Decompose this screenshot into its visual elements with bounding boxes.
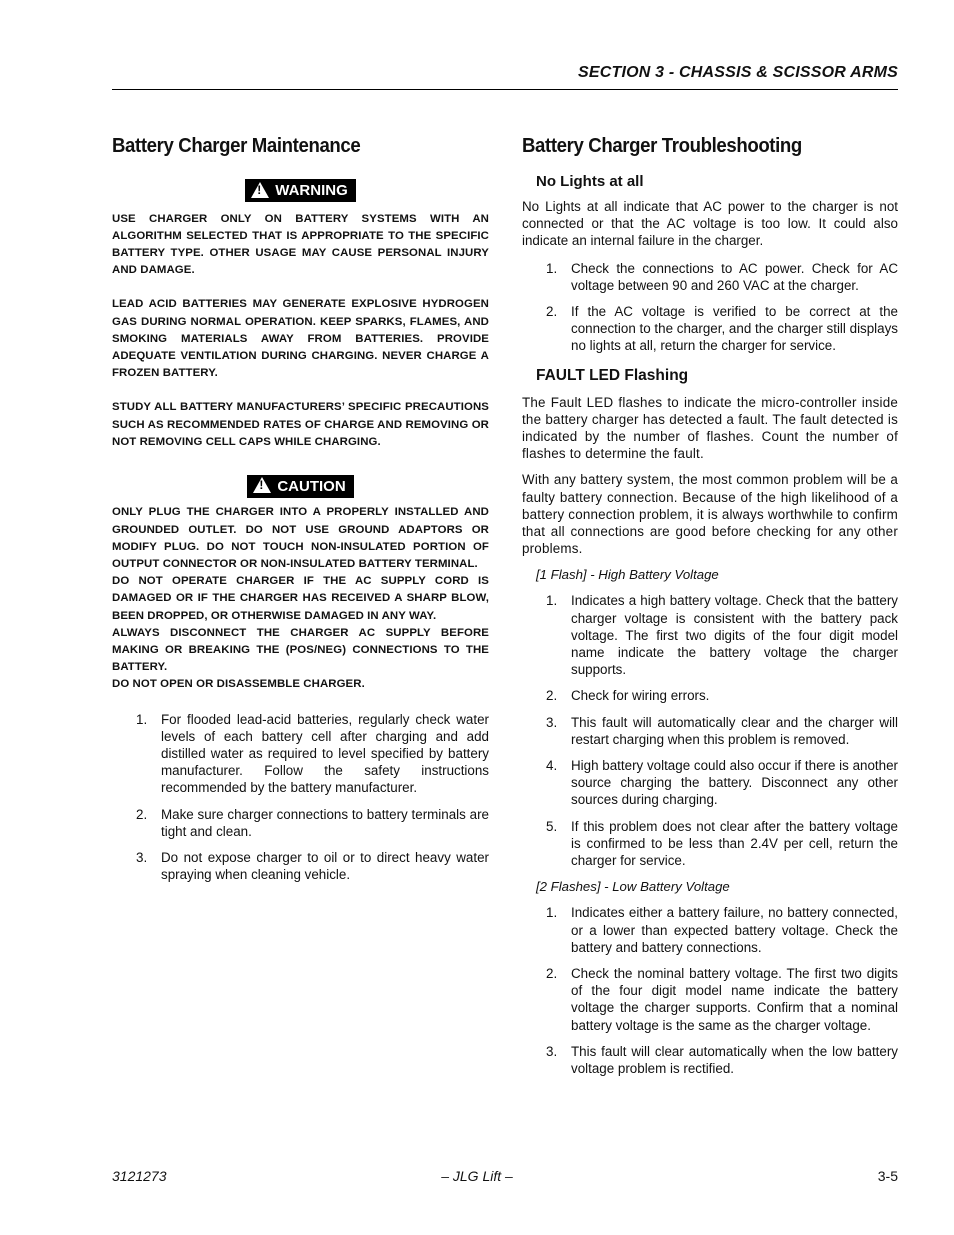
list-item: 1. For flooded lead-acid batteries, regularly check water levels of each battery cell after charging and add distilled water as required to level specified by battery manufacturer. Follow the safety instructions recommended by the battery manufacturer. xyxy=(136,711,489,796)
caution-text-2: DO NOT OPERATE CHARGER IF THE AC SUPPLY CORD IS DAMAGED OR IF THE CHARGER HAS RECEIVED A SHARP BLOW, BEEN DROPPED, OR OTHERWISE DAMAGED IN ANY WAY. xyxy=(112,575,489,622)
flash1-steps xyxy=(522,592,898,869)
no-lights-steps xyxy=(522,260,898,355)
flash2-label: [2 Flashes] - Low Battery Voltage xyxy=(536,879,730,895)
warning-text-3: STUDY ALL BATTERY MANUFACTURERS’ SPECIFIC PRECAUTIONS SUCH AS RECOMMENDED RATES OF CHARGE AND REMOVING OR NOT REMOVING CELL CAPS WHILE CHARGING. xyxy=(112,401,489,448)
list-item: 2. Check for wiring errors. xyxy=(546,688,710,704)
flash2-steps xyxy=(522,904,898,1077)
maintenance-title: Battery Charger Maintenance xyxy=(112,135,361,157)
list-item: 4. High battery voltage could also occur if there is another source charging the battery. Disconnect any other sources during charging. xyxy=(546,758,898,808)
troubleshooting-title: Battery Charger Troubleshooting xyxy=(522,135,802,157)
warning-badge xyxy=(245,179,356,202)
warning-text-1: USE CHARGER ONLY ON BATTERY SYSTEMS WITH AN ALGORITHM SELECTED THAT IS APPROPRIATE TO THE SPECIFIC BATTERY TYPE. OTHER USAGE MAY CAUSE PERSONAL INJURY AND DAMAGE. xyxy=(112,212,489,277)
list-item: 2. Make sure charger connections to battery terminals are tight and clean. xyxy=(136,806,489,839)
list-item: 3. This fault will clear automatically when the low battery voltage problem is rectified. xyxy=(546,1043,898,1076)
caution-text-1: ONLY PLUG THE CHARGER INTO A PROPERLY INSTALLED AND GROUNDED OUTLET. DO NOT USE GROUND ADAPTORS OR MODIFY PLUG. DO NOT TOUCH NON-INSULATED PORTION OF OUTPUT CONNECTOR OR NON-INSULATED BATTERY TERMINAL. xyxy=(112,506,489,571)
no-lights-heading: No Lights at all xyxy=(536,173,644,190)
caution-badge xyxy=(247,475,353,498)
flash1-label: [1 Flash] - High Battery Voltage xyxy=(536,567,719,583)
left-column xyxy=(112,131,489,884)
header-divider xyxy=(112,89,898,90)
warning-banner xyxy=(112,179,489,204)
page-number: 3-5 xyxy=(877,1168,898,1184)
caution-text-4: DO NOT OPEN OR DISASSEMBLE CHARGER. xyxy=(112,678,365,691)
section-header: SECTION 3 - CHASSIS & SCISSOR ARMS xyxy=(577,64,898,81)
list-item: 2. If the AC voltage is verified to be correct at the connection to the charger, and the charger still displays no lights at all, return the charger for service. xyxy=(546,304,898,354)
fault-led-heading: FAULT LED Flashing xyxy=(536,366,689,384)
no-lights-intro: No Lights at all indicate that AC power to the charger is not connected or that the AC voltage is too low. It could also indicate an internal failure in the charger. xyxy=(522,199,898,249)
warning-label: WARNING xyxy=(275,182,348,199)
list-item: 1. Indicates a high battery voltage. Check that the battery charger voltage is consistent with the battery pack voltage. The first two digits of the four digit model name indicate the battery voltage the charger supports. xyxy=(546,593,898,678)
list-item: 5. If this problem does not clear after the battery voltage is confirmed to be less than 2.4V per cell, return the charger for service. xyxy=(546,818,898,869)
list-item: 3. Do not expose charger to oil or to direct heavy water spraying when cleaning vehicle. xyxy=(136,850,489,883)
list-item: 2. Check the nominal battery voltage. The first two digits of the four digit model name indicate the battery voltage the charger supports. Confirm that a nominal battery voltage is the same as the charger voltage. xyxy=(546,965,898,1033)
list-item: 1. Check the connections to AC power. Check for AC voltage between 90 and 260 VAC at the charger. xyxy=(546,260,898,293)
caution-text-3: ALWAYS DISCONNECT THE CHARGER AC SUPPLY BEFORE MAKING OR BREAKING THE (POS/NEG) CONNECTIONS TO THE BATTERY. xyxy=(112,626,489,674)
doc-number: 3121273 xyxy=(112,1168,167,1184)
caution-triangle-icon xyxy=(253,477,271,493)
warning-text-2: LEAD ACID BATTERIES MAY GENERATE EXPLOSIVE HYDROGEN GAS DURING NORMAL OPERATION. KEEP SPARKS, FLAMES, AND SMOKING MATERIALS AWAY FROM BATTERIES. PROVIDE ADEQUATE VENTILATION DURING CHARGING. NEVER CHARGE A FROZEN BATTERY. xyxy=(112,298,489,380)
list-item: 1. Indicates either a battery failure, no battery connected, or a lower than expected battery voltage. Check the battery and battery connections. xyxy=(546,905,898,955)
maintenance-steps xyxy=(112,711,489,884)
caution-label: CAUTION xyxy=(277,477,346,495)
publisher: – JLG Lift – xyxy=(441,1168,513,1184)
warning-triangle-icon xyxy=(251,182,269,198)
fault-led-para-1: The Fault LED flashes to indicate the micro-controller inside the battery charger has detected a fault. The fault detected is indicated by the number of flashes. Count the number of flashes to determine the fault. xyxy=(522,394,898,462)
right-column xyxy=(522,131,898,1077)
caution-banner xyxy=(112,475,489,500)
fault-led-para-2: With any battery system, the most common problem will be a faulty battery connection. Because of the high likelihood of a battery connection problem, it is always worthwhile to confirm that all connections are good before checking for any other problems. xyxy=(522,472,898,557)
list-item: 3. This fault will automatically clear and the charger will restart charging when this problem is removed. xyxy=(546,714,898,747)
